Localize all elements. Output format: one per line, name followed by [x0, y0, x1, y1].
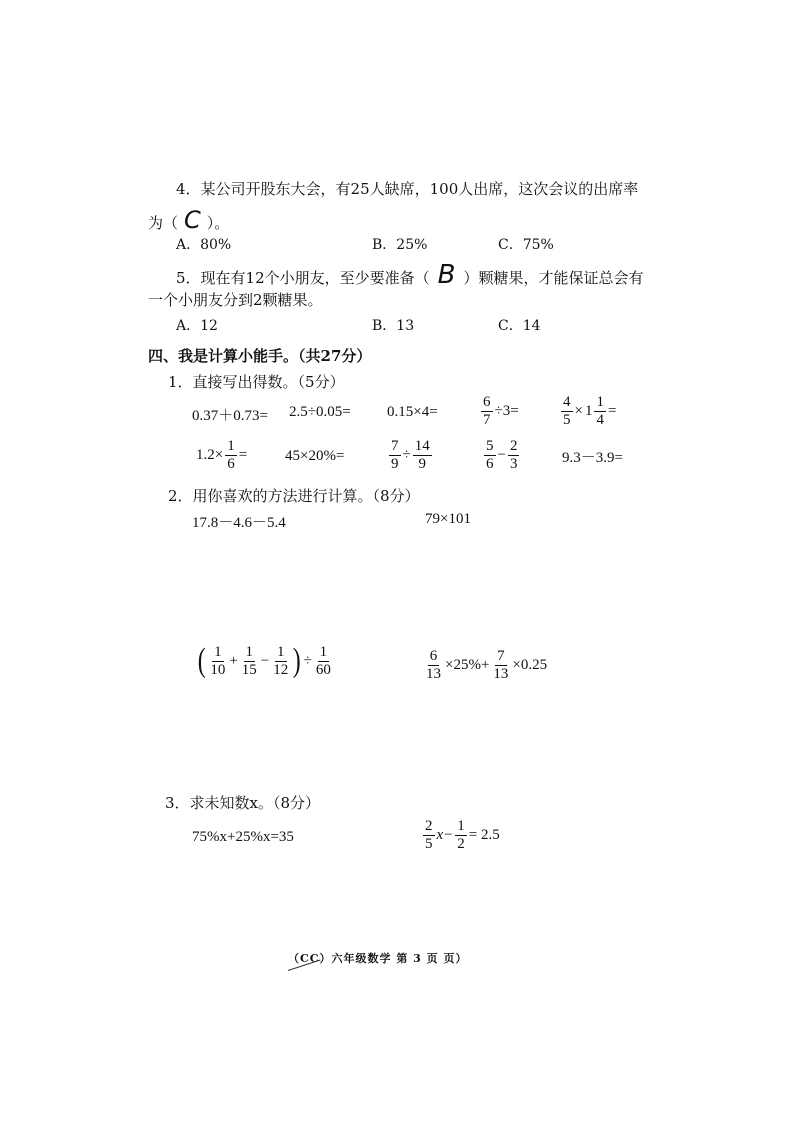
fraction: $\frac{14}{9}$: [414, 438, 430, 472]
q5-handwritten-answer: B: [437, 260, 456, 290]
q4-line2-post: ）。: [206, 214, 230, 232]
q4-handwritten-answer: C: [184, 206, 201, 234]
right-paren: ): [292, 642, 301, 679]
fraction: $\frac{1}{10}$: [210, 644, 226, 678]
calc-r2-a: 1.2× $\frac{1}{6}$ =: [196, 438, 248, 472]
fraction: $\frac{6}{13}$: [426, 648, 441, 682]
calc-r2-d: $\frac{5}{6}$ − $\frac{2}{3}$: [486, 438, 518, 472]
q5-option-a: A．12: [176, 318, 218, 334]
sub3-problem-2: $\frac{2}{5}$ x− $\frac{1}{2}$ = 2.5: [425, 818, 500, 852]
fraction: $\frac{6}{7}$: [483, 394, 491, 428]
q4-line2: [148, 206, 229, 234]
fraction: $\frac{1}{6}$: [227, 438, 235, 472]
sub2-problem-4: $\frac{6}{13}$ ×25%+ $\frac{7}{13}$ ×0.25: [426, 648, 548, 682]
fraction: $\frac{1}{15}$: [241, 644, 257, 678]
q5-option-c: C．14: [498, 318, 541, 334]
q4-line2-pre: 为（: [148, 214, 179, 232]
sub2-problem-2: 79×101: [425, 511, 471, 527]
page-footer: （CC）六年级数学 第 3 页 页）: [288, 952, 468, 965]
calc-r1-e: $\frac{4}{5}$ × 1 $\frac{1}{4}$ =: [563, 394, 617, 428]
q4-option-c: C．75%: [498, 237, 554, 253]
sub3-title: 3．求未知数x。（8分）: [165, 794, 321, 812]
q4-option-b: B．25%: [372, 237, 428, 253]
sub1-title: 1．直接写出得数。（5分）: [168, 373, 345, 391]
fraction: $\frac{2}{3}$: [509, 438, 518, 472]
fraction: $\frac{1}{2}$: [457, 818, 465, 852]
calc-r1-c: 0.15×4=: [387, 404, 438, 420]
sub2-problem-3: ( $\frac{1}{10}$ + $\frac{1}{15}$ − $\frac{1}{12}$ ) ÷ $\frac{1}{60}$: [197, 642, 331, 679]
section4-title: 四、我是计算小能手。（共27分）: [148, 347, 372, 365]
q4-option-a: A．80%: [176, 237, 232, 253]
fraction: $\frac{5}{6}$: [486, 438, 494, 472]
fraction: $\frac{2}{5}$: [425, 818, 433, 852]
sub2-title: 2．用你喜欢的方法进行计算。（8分）: [168, 487, 420, 505]
q5-line1-post: ）颗糖果，才能保证总会有: [463, 269, 644, 287]
calc-r1-d: $\frac{6}{7}$ ÷3=: [483, 394, 519, 428]
fraction: $\frac{7}{9}$: [391, 438, 399, 472]
calc-r2-b: 45×20%=: [285, 448, 345, 464]
fraction: $\frac{7}{13}$: [493, 648, 509, 682]
fraction: $\frac{1}{12}$: [273, 644, 289, 678]
q5-line1: [176, 260, 644, 290]
calc-r2-e: 9.3－3.9=: [562, 450, 623, 466]
sub3-problem-1: 75%x+25%x=35: [192, 829, 294, 845]
q5-option-b: B．13: [372, 318, 415, 334]
fraction: $\frac{1}{60}$: [315, 644, 331, 678]
q5-line1-pre: 5．现在有12个小朋友，至少要准备（: [176, 269, 430, 287]
sub2-problem-1: 17.8－4.6－5.4: [192, 515, 286, 531]
calc-r1-b: 2.5÷0.05=: [289, 404, 351, 420]
fraction: $\frac{1}{4}$: [596, 394, 604, 428]
calc-r1-a: 0.37＋0.73=: [192, 408, 268, 424]
fraction: $\frac{4}{5}$: [563, 394, 571, 428]
left-paren: (: [197, 642, 206, 679]
q4-line1: 4．某公司开股东大会，有25人缺席，100人出席，这次会议的出席率: [176, 180, 639, 198]
calc-r2-c: $\frac{7}{9}$ ÷ $\frac{14}{9}$: [391, 438, 430, 472]
q5-line2: 一个小朋友分到2颗糖果。: [148, 291, 323, 309]
